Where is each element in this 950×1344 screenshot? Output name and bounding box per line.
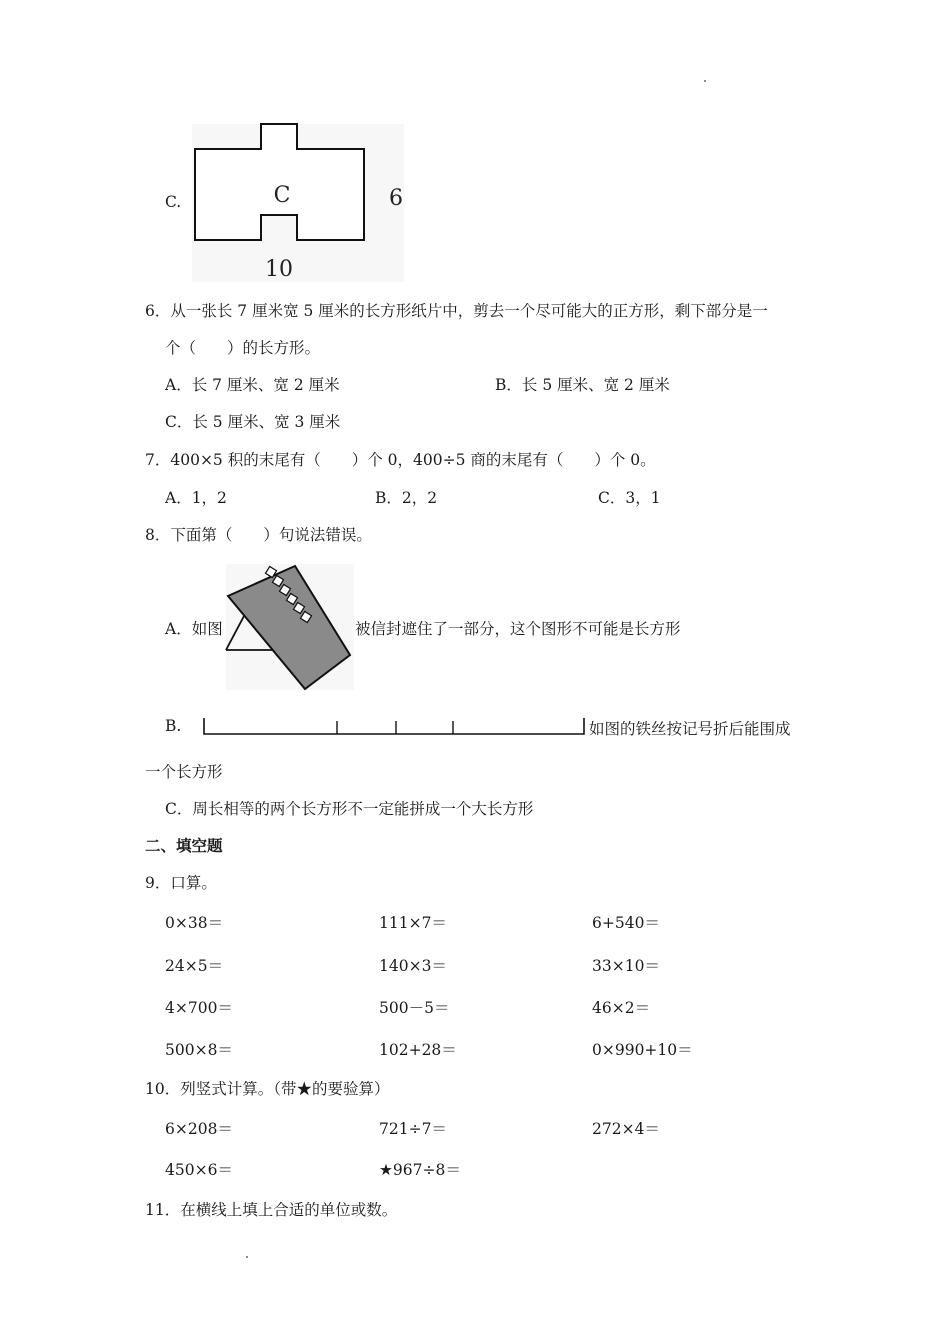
- q9-r2-c1: 24×5＝: [165, 957, 224, 975]
- q9-r3-c2: 500－5＝: [379, 999, 450, 1017]
- q8-option-b-continuation: 一个长方形: [145, 763, 223, 781]
- q7-stem: 7．400×5 积的末尾有（ ）个 0，400÷5 商的末尾有（ ）个 0。: [145, 451, 656, 469]
- q9-r2-c2: 140×3＝: [379, 957, 447, 975]
- q7-option-a[interactable]: A．1，2: [165, 489, 227, 507]
- q9-r4-c3: 0×990+10＝: [592, 1041, 693, 1059]
- q9-r3-c3: 46×2＝: [592, 999, 651, 1017]
- q10-r2-c2: ★967÷8＝: [379, 1161, 461, 1179]
- q8-option-c[interactable]: C．周长相等的两个长方形不一定能拼成一个大长方形: [165, 800, 534, 818]
- wire-line: [204, 718, 584, 734]
- q8-wire-figure: [200, 715, 588, 737]
- q8-envelope-figure: [224, 562, 356, 692]
- q9-r1-c2: 111×7＝: [379, 914, 447, 932]
- q6-option-c[interactable]: C．长 5 厘米、宽 3 厘米: [165, 413, 341, 431]
- q5-option-c-figure: [190, 118, 410, 283]
- q8-option-b-suffix: 如图的铁丝按记号折后能围成: [589, 720, 791, 738]
- q6-stem-line2: 个（ ）的长方形。: [165, 339, 321, 357]
- q11-title: 11．在横线上填上合适的单位或数。: [145, 1201, 398, 1219]
- q10-r2-c1: 450×6＝: [165, 1161, 233, 1179]
- q9-r1-c3: 6+540＝: [592, 914, 660, 932]
- scan-dot: [704, 80, 706, 82]
- q8-option-b-prefix[interactable]: B.: [165, 717, 182, 735]
- q10-r1-c3: 272×4＝: [592, 1120, 660, 1138]
- q5-option-c-label[interactable]: C.: [165, 193, 182, 211]
- q8-option-a-prefix[interactable]: A．如图: [165, 620, 223, 638]
- q9-r4-c1: 500×8＝: [165, 1041, 233, 1059]
- scan-dot: [246, 1256, 248, 1258]
- q9-r4-c2: 102+28＝: [379, 1041, 457, 1059]
- q10-r1-c1: 6×208＝: [165, 1120, 233, 1138]
- q8-option-a-suffix: 被信封遮住了一部分，这个图形不可能是长方形: [355, 620, 681, 638]
- section-title-fill-in: 二、填空题: [145, 837, 223, 855]
- q7-option-c[interactable]: C．3，1: [598, 489, 661, 507]
- q10-title: 10．列竖式计算。（带★的要验算）: [145, 1080, 390, 1098]
- q10-r1-c2: 721÷7＝: [379, 1120, 447, 1138]
- q9-r2-c3: 33×10＝: [592, 957, 660, 975]
- q9-r3-c1: 4×700＝: [165, 999, 233, 1017]
- q8-stem: 8．下面第（ ）句说法错误。: [145, 526, 372, 544]
- q6-option-b[interactable]: B．长 5 厘米、宽 2 厘米: [495, 376, 670, 394]
- height-label: 6: [389, 186, 403, 211]
- q6-stem-line1: 6．从一张长 7 厘米宽 5 厘米的长方形纸片中，剪去一个尽可能大的正方形，剩下部分是一: [145, 302, 768, 320]
- q6-option-a[interactable]: A．长 7 厘米、宽 2 厘米: [165, 376, 340, 394]
- q9-r1-c1: 0×38＝: [165, 914, 224, 932]
- shape-letter: C: [273, 183, 291, 208]
- width-label: 10: [265, 257, 293, 282]
- q9-title: 9．口算。: [145, 874, 217, 892]
- q7-option-b[interactable]: B．2，2: [375, 489, 438, 507]
